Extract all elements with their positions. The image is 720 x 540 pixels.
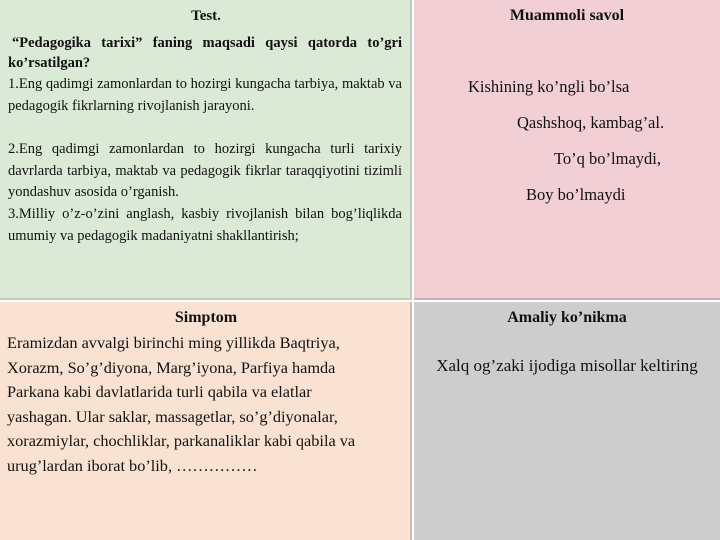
amaliy-konikma-text: Xalq og’zaki ijodiga misollar keltiring bbox=[436, 356, 698, 375]
test-panel bbox=[0, 0, 412, 300]
simptom-title: Simptom bbox=[174, 309, 238, 326]
simptom-panel bbox=[0, 302, 412, 540]
test-option-1: 1.Eng qadimgi zamonlardan to hozirgi kungacha tarbiya, maktab va pedagogik fikrlarning rivojlanish jarayoni. bbox=[8, 76, 402, 114]
amaliy-konikma-title: Amaliy ko’nikma bbox=[507, 309, 627, 326]
simptom-text: Eramizdan avvalgi birinchi ming yillikda Baqtriya, Xorazm, So’g’diyona, Marg’iyona, Parfiya hamda Parkana kabi davlatlarida turli qabila va elatlar yashagan. Ular saklar, massagetlar, so’g’diyonalar, xorazmiylar, chochliklar, parkanaliklar kabi qabila va urug’lardan iborat bo’lib, …………… bbox=[7, 333, 356, 475]
poem-line-4: Boy bo’lmaydi bbox=[526, 185, 626, 204]
test-title: Test. bbox=[191, 8, 221, 24]
test-option-2: 2.Eng qadimgi zamonlardan to hozirgi kungacha turli tarixiy davrlarda tarbiya, maktab va pedagogik fikrlar taraqqiyotini tizimli yondashuv asosida o’rganish. bbox=[8, 141, 402, 200]
muammoli-savol-panel bbox=[414, 0, 720, 300]
muammoli-savol-title: Muammoli savol bbox=[509, 7, 625, 24]
poem-line-1: Kishining ko’ngli bo’lsa bbox=[468, 77, 630, 96]
amaliy-konikma-panel bbox=[414, 302, 720, 540]
poem-line-3: To’q bo’lmaydi, bbox=[554, 149, 661, 168]
poem-line-2: Qashshoq, kambag’al. bbox=[517, 113, 665, 132]
test-option-3: 3.Milliy o’z-o’zini anglash, kasbiy rivojlanish bilan bog’liqlikda umumiy va pedagogik madaniyatni shakllantirish; bbox=[8, 206, 402, 244]
test-question: “Pedagogika tarixi” faning maqsadi qaysi qatorda to’gri ko’rsatilgan? bbox=[8, 35, 402, 71]
